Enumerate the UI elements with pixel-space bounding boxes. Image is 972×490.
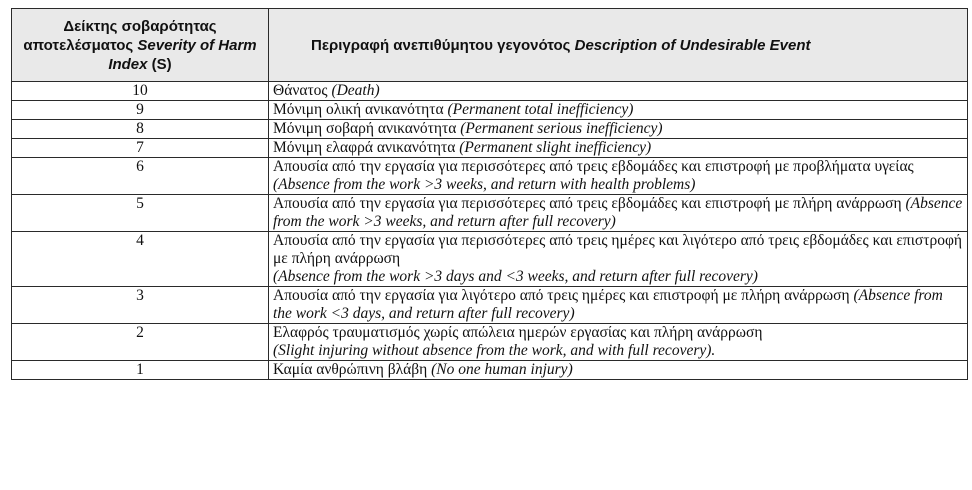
description-cell bbox=[269, 361, 968, 380]
header-index-greek: Δείκτης σοβαρότητας αποτελέσματος bbox=[23, 17, 217, 54]
header-index-english: Severity of Harm Index bbox=[108, 36, 257, 73]
table-row bbox=[12, 361, 968, 380]
severity-index-cell: 1 bbox=[12, 361, 269, 380]
description-english: (Absence from the work >3 days and <3 weeks, and return after full recovery) bbox=[273, 268, 758, 285]
table-header-row bbox=[12, 9, 968, 82]
table-row bbox=[12, 82, 968, 101]
description-english: (Absence from the work <3 days, and return after full recovery) bbox=[273, 287, 943, 322]
description-greek: Απουσία από την εργασία για περισσότερες από τρεις εβδομάδες και επιστροφή με προβλήματα υγείας bbox=[273, 158, 914, 175]
header-desc-greek: Περιγραφή ανεπιθύμητου γεγονότος bbox=[311, 36, 571, 54]
description-english: (Slight injuring without absence from the work, and with full recovery). bbox=[273, 342, 716, 359]
severity-index-cell: 4 bbox=[12, 232, 269, 287]
description-english: (Permanent total inefficiency) bbox=[447, 101, 634, 118]
description-cell bbox=[269, 139, 968, 158]
description-cell bbox=[269, 195, 968, 232]
description-greek: Μόνιμη ελαφρά ανικανότητα bbox=[273, 139, 456, 156]
severity-index-cell: 8 bbox=[12, 120, 269, 139]
description-english: (Permanent slight inefficiency) bbox=[459, 139, 652, 156]
severity-table-container bbox=[11, 8, 968, 380]
description-greek: Θάνατος bbox=[273, 82, 328, 99]
table-row bbox=[12, 324, 968, 361]
description-greek: Καμία ανθρώπινη βλάβη bbox=[273, 361, 428, 378]
description-greek: Απουσία από την εργασία για λιγότερο από τρεις ημέρες και επιστροφή με πλήρη ανάρρωση bbox=[273, 287, 850, 304]
severity-of-harm-table bbox=[11, 8, 968, 380]
severity-index-cell: 10 bbox=[12, 82, 269, 101]
severity-index-cell: 7 bbox=[12, 139, 269, 158]
severity-index-cell: 9 bbox=[12, 101, 269, 120]
description-cell bbox=[269, 158, 968, 195]
header-severity-index bbox=[12, 9, 269, 82]
description-english: (Death) bbox=[331, 82, 380, 99]
description-cell bbox=[269, 324, 968, 361]
description-cell bbox=[269, 287, 968, 324]
table-row bbox=[12, 232, 968, 287]
description-cell bbox=[269, 120, 968, 139]
table-row bbox=[12, 195, 968, 232]
table-row bbox=[12, 101, 968, 120]
table-row bbox=[12, 158, 968, 195]
description-english: (No one human injury) bbox=[431, 361, 573, 378]
description-cell bbox=[269, 232, 968, 287]
table-row bbox=[12, 287, 968, 324]
description-greek: Ελαφρός τραυματισμός χωρίς απώλεια ημερών εργασίας και πλήρη ανάρρωση bbox=[273, 324, 763, 341]
severity-index-cell: 3 bbox=[12, 287, 269, 324]
header-desc-english: Description of Undesirable Event bbox=[574, 36, 811, 54]
table-row bbox=[12, 120, 968, 139]
description-greek: Μόνιμη ολική ανικανότητα bbox=[273, 101, 444, 118]
description-english: (Permanent serious inefficiency) bbox=[460, 120, 663, 137]
severity-index-cell: 5 bbox=[12, 195, 269, 232]
description-cell bbox=[269, 101, 968, 120]
header-description bbox=[269, 9, 968, 82]
header-index-symbol: (S) bbox=[151, 55, 172, 73]
severity-index-cell: 2 bbox=[12, 324, 269, 361]
description-greek: Απουσία από την εργασία για περισσότερες από τρεις εβδομάδες και επιστροφή με πλήρη ανάρρωση bbox=[273, 195, 902, 212]
table-body bbox=[12, 82, 968, 380]
description-cell bbox=[269, 82, 968, 101]
description-english: (Absence from the work >3 weeks, and return after full recovery) bbox=[273, 195, 963, 230]
description-greek: Μόνιμη σοβαρή ανικανότητα bbox=[273, 120, 457, 137]
severity-index-cell: 6 bbox=[12, 158, 269, 195]
table-row bbox=[12, 139, 968, 158]
description-english: (Absence from the work >3 weeks, and return with health problems) bbox=[273, 176, 696, 193]
description-greek: Απουσία από την εργασία για περισσότερες από τρεις ημέρες και λιγότερο από τρεις εβδομάδες και επιστροφή με πλήρη ανάρρωση bbox=[273, 232, 963, 267]
